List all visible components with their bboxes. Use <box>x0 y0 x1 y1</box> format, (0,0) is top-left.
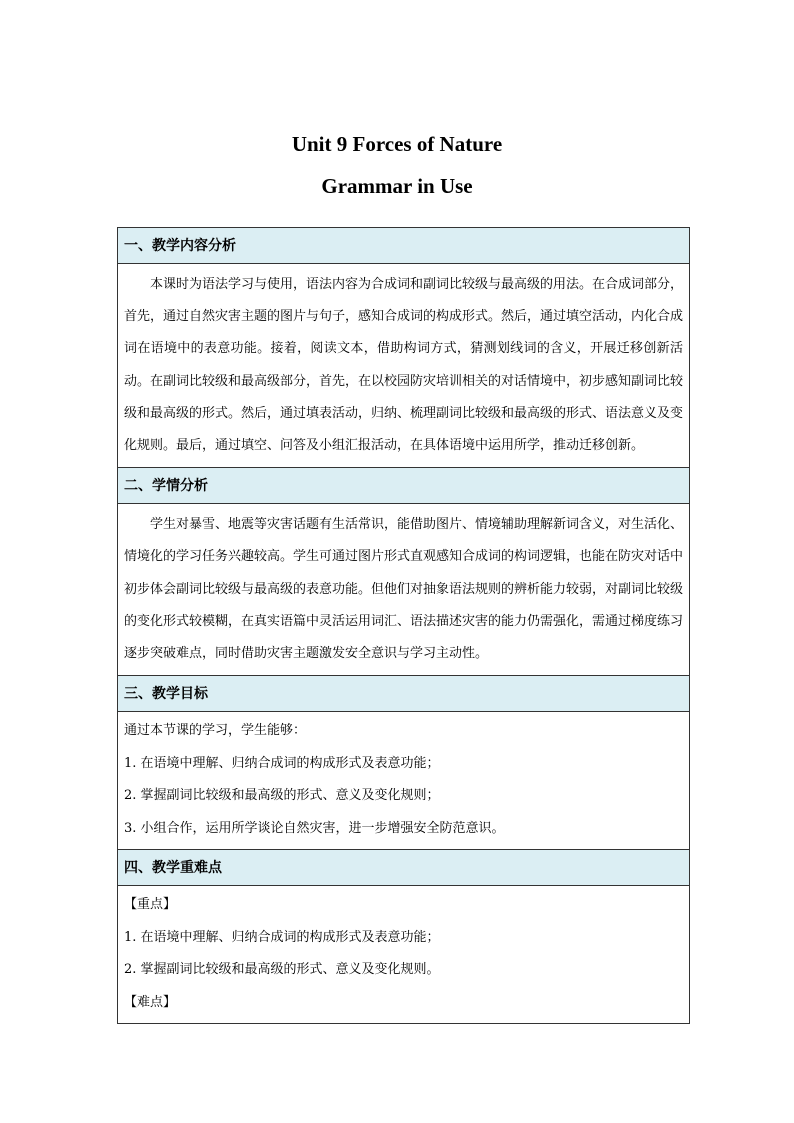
section-heading-key-difficult-points: 四、教学重难点 <box>118 850 689 886</box>
lesson-plan-table <box>117 227 690 1024</box>
key-point-item: 1. 在语境中理解、归纳合成词的构成形式及表意功能； <box>124 929 440 945</box>
difficult-points-label: 【难点】 <box>124 994 177 1010</box>
section-body-content-analysis <box>118 264 689 468</box>
objective-item: 1. 在语境中理解、归纳合成词的构成形式及表意功能； <box>124 755 440 771</box>
section-body-key-difficult-points <box>118 886 689 1023</box>
objective-item: 3. 小组合作，运用所学谈论自然灾害，进一步增强安全防范意识。 <box>124 820 505 836</box>
key-points-label: 【重点】 <box>124 897 177 913</box>
content-analysis-paragraph: 本课时为语法学习与使用，语法内容为合成词和副词比较级与最高级的用法。在合成词部分，首先，通过自然灾害主题的图片与句子，感知合成词的构成形式。然后，通过填空活动，内化合成词在语境中的表意功能。接着，阅读文本，借助构词方式，猜测划线词的含义，开展迁移创新活动。在副词比较级和最高级部分，首先，在以校园防灾培训相关的对话情境中，初步感知副词比较级和最高级的形式。然后，通过填表活动，归纳、梳理副词比较级和最高级的形式、语法意义及变化规则。最后，通过填空、问答及小组汇报活动，在具体语境中运用所学，推动迁移创新。 <box>124 277 684 454</box>
learner-analysis-paragraph: 学生对暴雪、地震等灾害话题有生活常识，能借助图片、情境辅助理解新词含义，对生活化、情境化的学习任务兴趣较高。学生可通过图片形式直观感知合成词的构词逻辑，也能在防灾对话中初步体会副词比较级与最高级的表意功能。但他们对抽象语法规则的辨析能力较弱，对副词比较级的变化形式较模糊，在真实语篇中灵活运用词汇、语法描述灾害的能力仍需强化，需通过梯度练习逐步突破难点，同时借助灾害主题激发安全意识与学习主动性。 <box>124 517 684 662</box>
document-title: Unit 9 Forces of Nature <box>291 132 503 156</box>
objectives-intro: 通过本节课的学习，学生能够： <box>124 723 307 739</box>
document-subtitle: Grammar in Use <box>321 174 473 198</box>
section-body-learner-analysis <box>118 504 689 676</box>
section-body-teaching-objectives <box>118 712 689 850</box>
objective-item: 2. 掌握副词比较级和最高级的形式、意义及变化规则； <box>124 788 440 804</box>
section-heading-teaching-objectives: 三、教学目标 <box>118 676 689 712</box>
key-point-item: 2. 掌握副词比较级和最高级的形式、意义及变化规则。 <box>124 962 440 978</box>
section-heading-content-analysis: 一、教学内容分析 <box>118 228 689 264</box>
section-heading-learner-analysis: 二、学情分析 <box>118 468 689 504</box>
